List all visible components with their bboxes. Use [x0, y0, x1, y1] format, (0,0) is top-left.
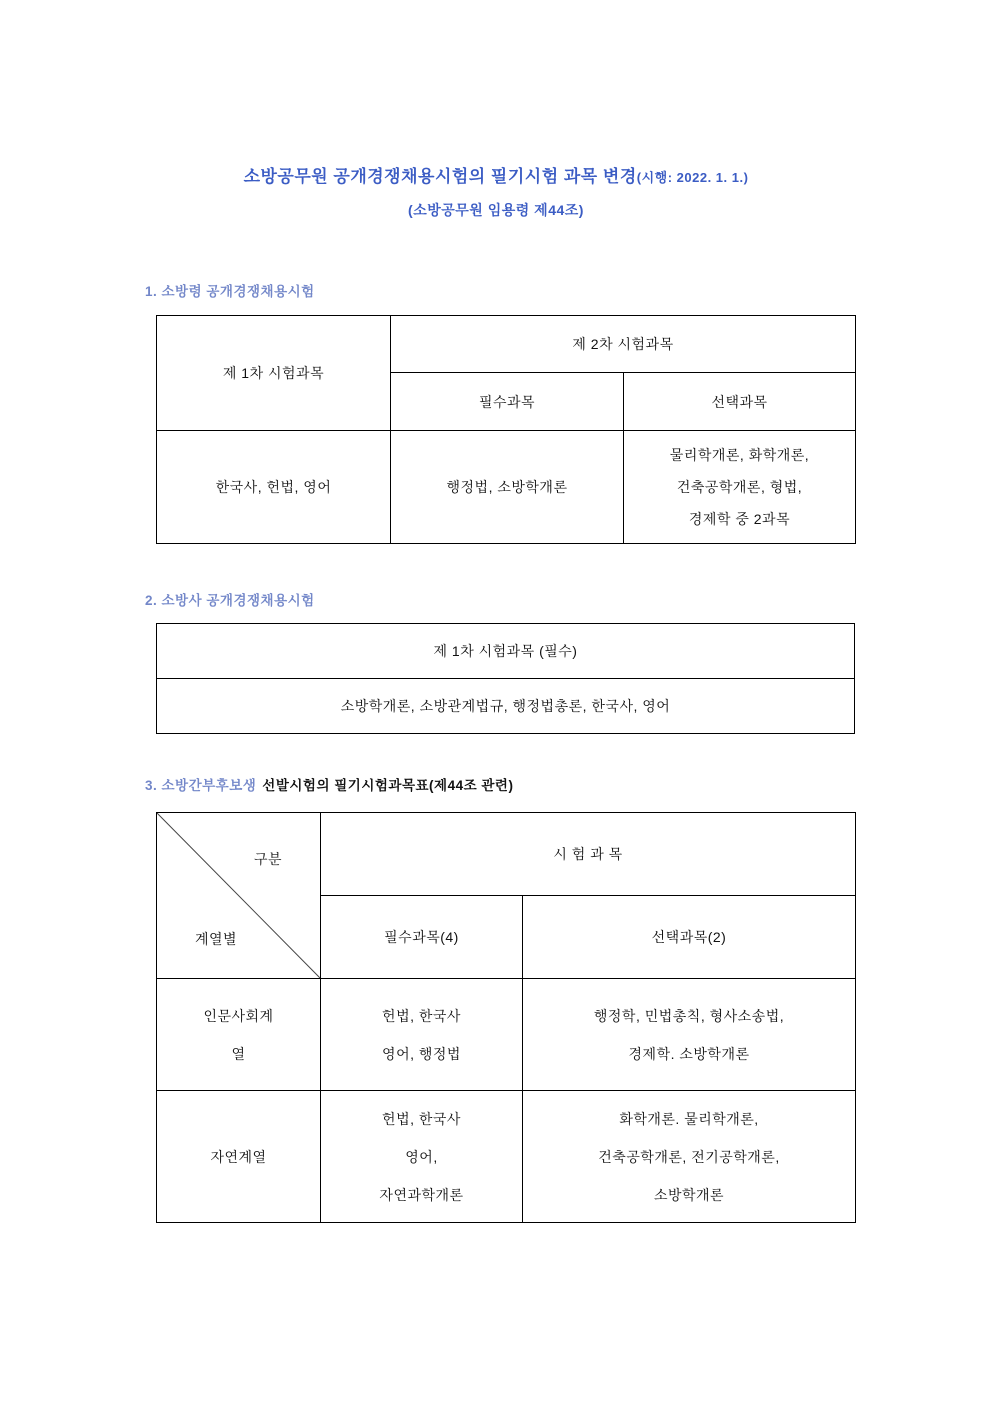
- first-round-header-cell: 제 1차 시험과목: [157, 316, 391, 431]
- humanities-track-cell: 인문사회계 열: [157, 979, 321, 1091]
- humanities-required-cell: 헌법, 한국사 영어, 행정법: [321, 979, 523, 1091]
- elective-2-header-cell: 선택과목(2): [523, 896, 856, 979]
- humanities-elective-cell: 행정학, 민법총칙, 형사소송법, 경제학. 소방학개론: [523, 979, 856, 1091]
- section-3-heading-blue: 3. 소방간부후보생: [145, 778, 257, 793]
- first-round-required-header-cell: 제 1차 시험과목 (필수): [157, 624, 855, 679]
- officer-candidate-exam-table: [156, 812, 856, 1223]
- section-2-heading: 2. 소방사 공개경쟁채용시험: [145, 593, 315, 608]
- science-required-cell: 헌법, 한국사 영어, 자연과학개론: [321, 1091, 523, 1223]
- document-title: [0, 162, 992, 187]
- section-3-heading-black: 선발시험의 필기시험과목표(제44조 관련): [262, 778, 514, 793]
- science-elective-cell: 화학개론. 물리학개론, 건축공학개론, 전기공학개론, 소방학개론: [523, 1091, 856, 1223]
- section-1-heading: 1. 소방령 공개경쟁채용시험: [145, 284, 315, 299]
- science-track-cell: 자연계열: [157, 1091, 321, 1223]
- section-3-heading: [145, 774, 513, 794]
- table-row: [157, 431, 856, 544]
- required-subjects-header-cell: 필수과목: [391, 373, 624, 431]
- corner-label-track: 계열별: [195, 931, 238, 947]
- corner-label-category: 구분: [253, 851, 282, 867]
- exam-subjects-header-cell: 시 험 과 목: [321, 813, 856, 896]
- elective-subjects-header-cell: 선택과목: [624, 373, 856, 431]
- document-subtitle: (소방공무원 임용령 제44조): [408, 202, 584, 218]
- first-round-subjects-cell: 한국사, 헌법, 영어: [157, 431, 391, 544]
- required-subjects-cell: 행정법, 소방학개론: [391, 431, 624, 544]
- fire-marshal-exam-table: [156, 315, 856, 544]
- elective-subjects-cell: 물리학개론, 화학개론, 건축공학개론, 형법, 경제학 중 2과목: [624, 431, 856, 544]
- document-title-main: 소방공무원 공개경쟁채용시험의 필기시험 과목 변경: [243, 167, 637, 186]
- table-row: [157, 979, 856, 1091]
- firefighter-exam-table: [156, 623, 855, 734]
- table-row: [157, 679, 855, 734]
- required-4-header-cell: 필수과목(4): [321, 896, 523, 979]
- subjects-list-cell: 소방학개론, 소방관계법규, 행정법총론, 한국사, 영어: [157, 679, 855, 734]
- document-title-note: (시행: 2022. 1. 1.): [636, 170, 749, 185]
- second-round-header-cell: 제 2차 시험과목: [391, 316, 856, 373]
- corner-header-cell: [157, 813, 321, 979]
- diagonal-divider-line: [157, 813, 320, 978]
- table-row: [157, 1091, 856, 1223]
